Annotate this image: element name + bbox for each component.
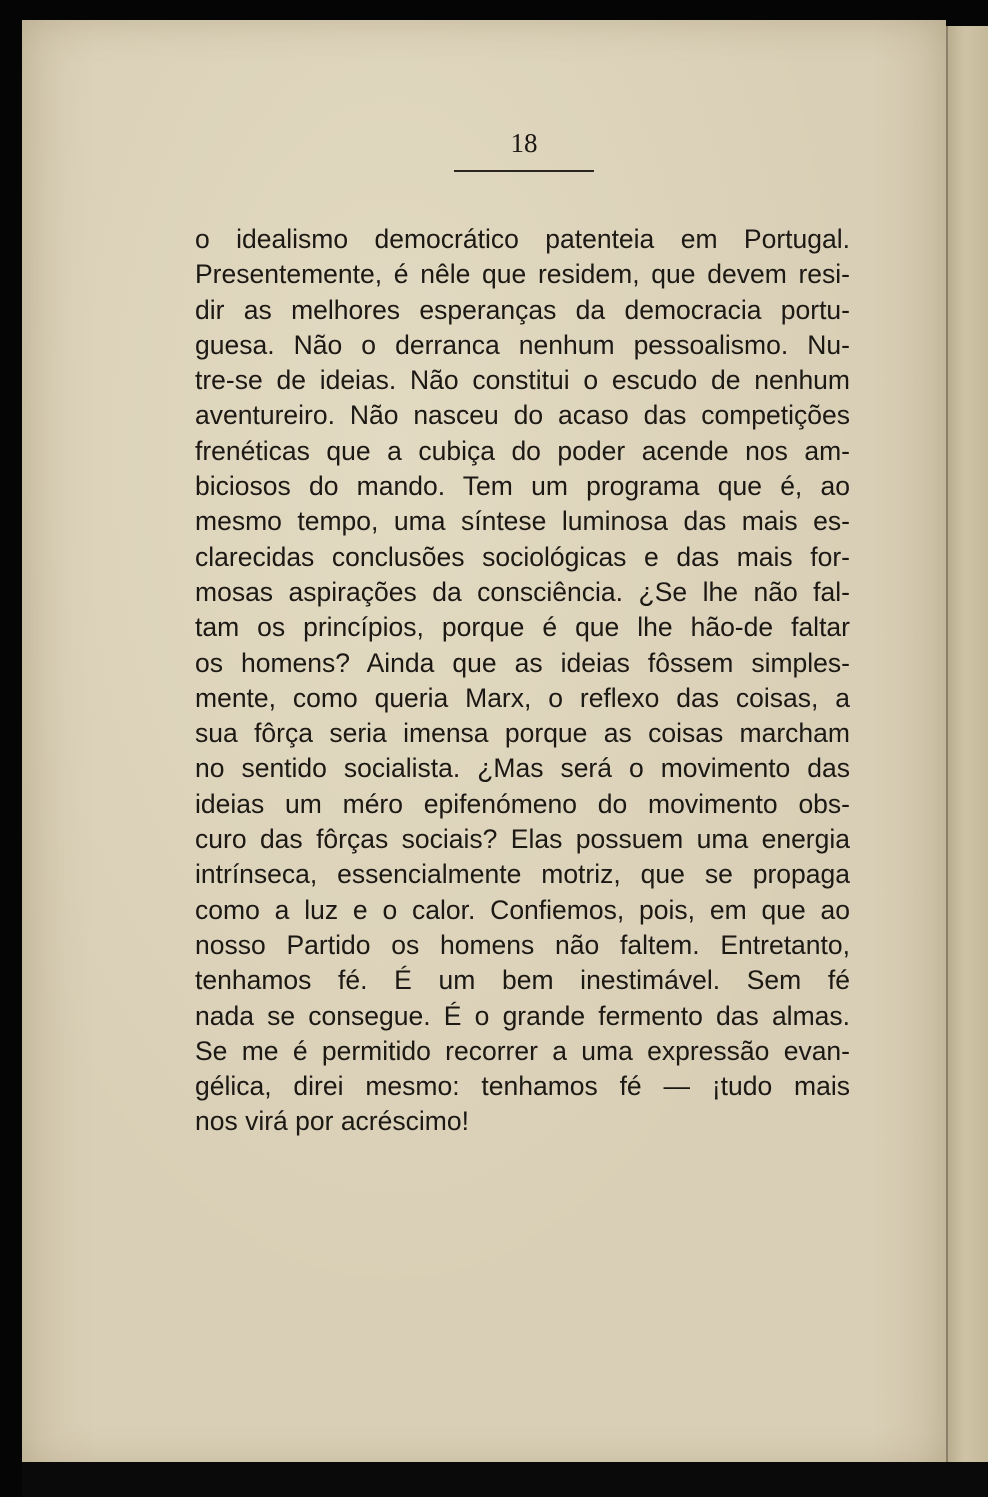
text-line: como a luz e o calor. Confiemos, pois, em que ao <box>195 894 850 925</box>
text-line: nos virá por acréscimo! <box>195 1106 469 1137</box>
text-line: gélica, direi mesmo: tenhamos fé — ¡tudo mais <box>195 1071 850 1102</box>
text-line: Se me é permitido recorrer a uma expressão evan- <box>195 1035 850 1066</box>
text-line: nosso Partido os homens não faltem. Entretanto, <box>195 929 850 960</box>
text-line: curo das fôrças sociais? Elas possuem uma energia <box>195 824 850 855</box>
body-text <box>195 222 850 1140</box>
text-line: ideias um méro epifenómeno do movimento obs- <box>195 788 850 819</box>
text-line: frenéticas que a cubiça do poder acende nos am- <box>195 435 850 466</box>
text-line: mosas aspirações da consciência. ¿Se lhe não fal- <box>195 576 850 607</box>
text-line: os homens? Ainda que as ideias fôssem simples- <box>195 647 850 678</box>
header-rule <box>454 170 594 172</box>
next-page-edge <box>946 26 988 1466</box>
text-line: dir as melhores esperanças da democracia portu- <box>195 294 850 325</box>
text-line: no sentido socialista. ¿Mas será o movimento das <box>195 753 850 784</box>
text-line: mente, como queria Marx, o reflexo das coisas, a <box>195 682 850 713</box>
text-line: nada se consegue. É o grande fermento das almas. <box>195 1000 850 1031</box>
text-line: Presentemente, é nêle que residem, que devem resi- <box>195 259 850 290</box>
page-number: 18 <box>510 128 538 158</box>
text-line: intrínseca, essencialmente motriz, que se propaga <box>195 859 850 890</box>
text-line: mesmo tempo, uma síntese luminosa das mais es- <box>195 506 850 537</box>
scan-border <box>22 1462 988 1497</box>
text-line: tre-se de ideias. Não constitui o escudo de nenhum <box>195 365 850 396</box>
text-line: o idealismo democrático patenteia em Portugal. <box>195 224 850 254</box>
text-line: sua fôrça seria imensa porque as coisas marcham <box>195 718 850 749</box>
text-line: biciosos do mando. Tem um programa que é, ao <box>195 471 850 502</box>
text-line: tenhamos fé. É um bem inestimável. Sem fé <box>195 965 850 996</box>
text-line: tam os princípios, porque é que lhe hão-de faltar <box>195 612 850 643</box>
text-line: guesa. Não o derranca nenhum pessoalismo. Nu- <box>195 329 850 360</box>
text-line: clarecidas conclusões sociológicas e das mais for- <box>195 541 850 572</box>
text-line: aventureiro. Não nasceu do acaso das competições <box>195 400 850 431</box>
